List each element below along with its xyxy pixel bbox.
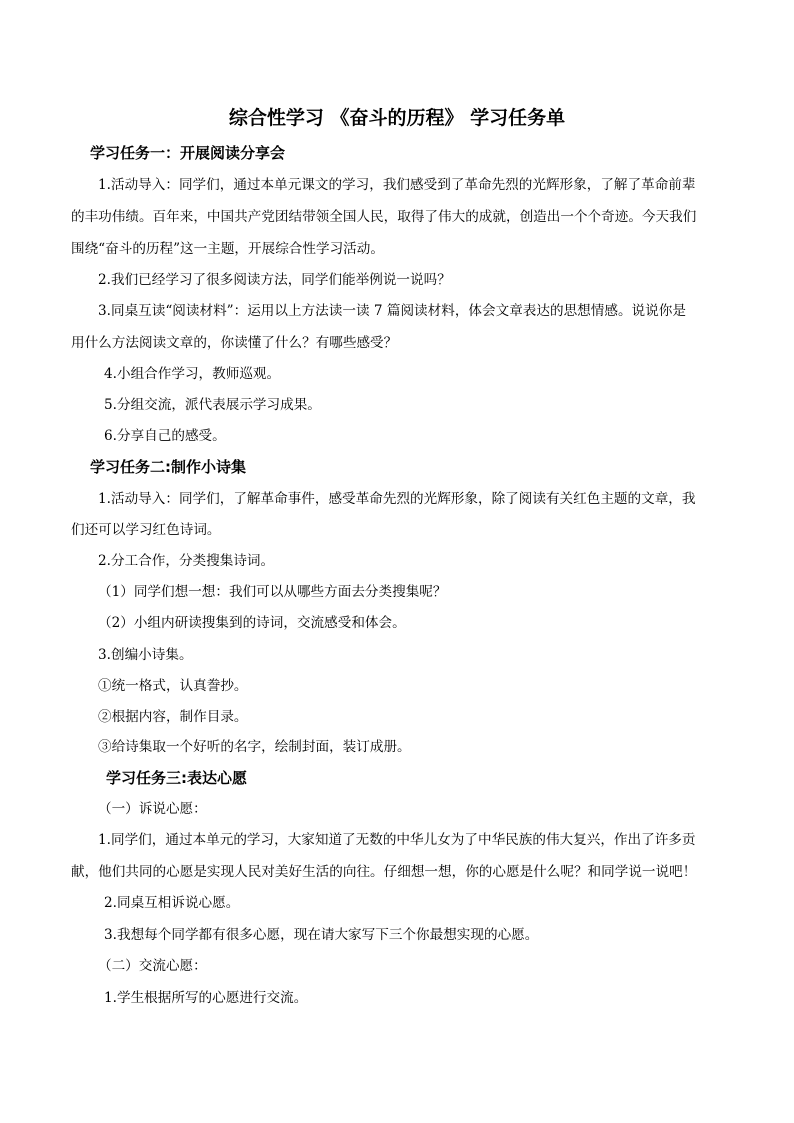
task2-paragraph-1-line-1: 1.活动导入：同学们，了解革命事件，感受革命先烈的光辉形象，除了阅读有关红色主题的文章，我 xyxy=(98,491,696,507)
task2-item-1: （1）同学们想一想：我们可以从哪些方面去分类搜集呢？ xyxy=(98,584,447,600)
task3-paragraph-1-line-1: 1.同学们，通过本单元的学习，大家知道了无数的中华儿女为了中华民族的伟大复兴，作出了许多贡 xyxy=(98,832,696,848)
task3-paragraph-2: 2.同桌互相诉说心愿。 xyxy=(104,895,240,911)
task2-item-2: （2）小组内研读搜集到的诗词，交流感受和体会。 xyxy=(98,615,406,631)
task3-heading: 学习任务三:表达心愿 xyxy=(106,769,247,787)
task1-paragraph-4: 4.小组合作学习，教师巡观。 xyxy=(104,366,281,382)
task3-paragraph-3: 3.我想每个同学都有很多心愿，现在请大家写下三个你最想实现的心愿。 xyxy=(104,927,539,943)
task1-paragraph-6: 6.分享自己的感受。 xyxy=(104,428,226,444)
task1-paragraph-1-line-1: 1.活动导入：同学们，通过本单元课文的学习，我们感受到了革命先烈的光辉形象，了解了革命前辈 xyxy=(98,177,696,193)
task1-paragraph-1-line-2: 的丰功伟绩。百年来，中国共产党团结带领全国人民，取得了伟大的成就，创造出一个个奇迹。今天我们 xyxy=(71,209,697,225)
task1-paragraph-3-line-2: 用什么方法阅读文章的，你读懂了什么？有哪些感受？ xyxy=(71,335,398,351)
task1-paragraph-5: 5.分组交流，派代表展示学习成果。 xyxy=(104,397,321,413)
task3-paragraph-1-line-2: 献，他们共同的心愿是实现人民对美好生活的向往。仔细想一想，你的心愿是什么呢？和同学说一说吧！ xyxy=(71,864,697,880)
task2-paragraph-1-line-2: 们还可以学习红色诗词。 xyxy=(71,522,221,538)
document-title: 综合性学习 《奋斗的历程》 学习任务单 xyxy=(228,107,566,129)
task2-subitem-3: ③给诗集取一个好听的名字，绘制封面，装订成册。 xyxy=(98,739,411,755)
task2-heading: 学习任务二:制作小诗集 xyxy=(90,458,246,476)
task2-subitem-1: ①统一格式，认真誊抄。 xyxy=(98,678,248,694)
task3-paragraph-4: 1.学生根据所写的心愿进行交流。 xyxy=(104,990,308,1006)
task1-paragraph-1-line-3: 围绕“奋斗的历程”这一主题，开展综合性学习活动。 xyxy=(71,241,384,257)
task2-paragraph-3: 3.创编小诗集。 xyxy=(98,647,193,663)
task1-paragraph-2: 2.我们已经学习了很多阅读方法，同学们能举例说一说吗？ xyxy=(98,272,451,288)
task1-heading: 学习任务一：开展阅读分享会 xyxy=(90,144,286,162)
task3-section-2: （二）交流心愿： xyxy=(98,958,207,974)
task1-paragraph-3-line-1: 3.同桌互读“阅读材料”：运用以上方法读一读 7 篇阅读材料，体会文章表达的思想情感。说说你是 xyxy=(98,303,686,319)
task2-subitem-2: ②根据内容，制作目录。 xyxy=(98,709,248,725)
task3-section-1: （一）诉说心愿： xyxy=(98,801,207,817)
task2-paragraph-2: 2.分工合作，分类搜集诗词。 xyxy=(98,553,275,569)
